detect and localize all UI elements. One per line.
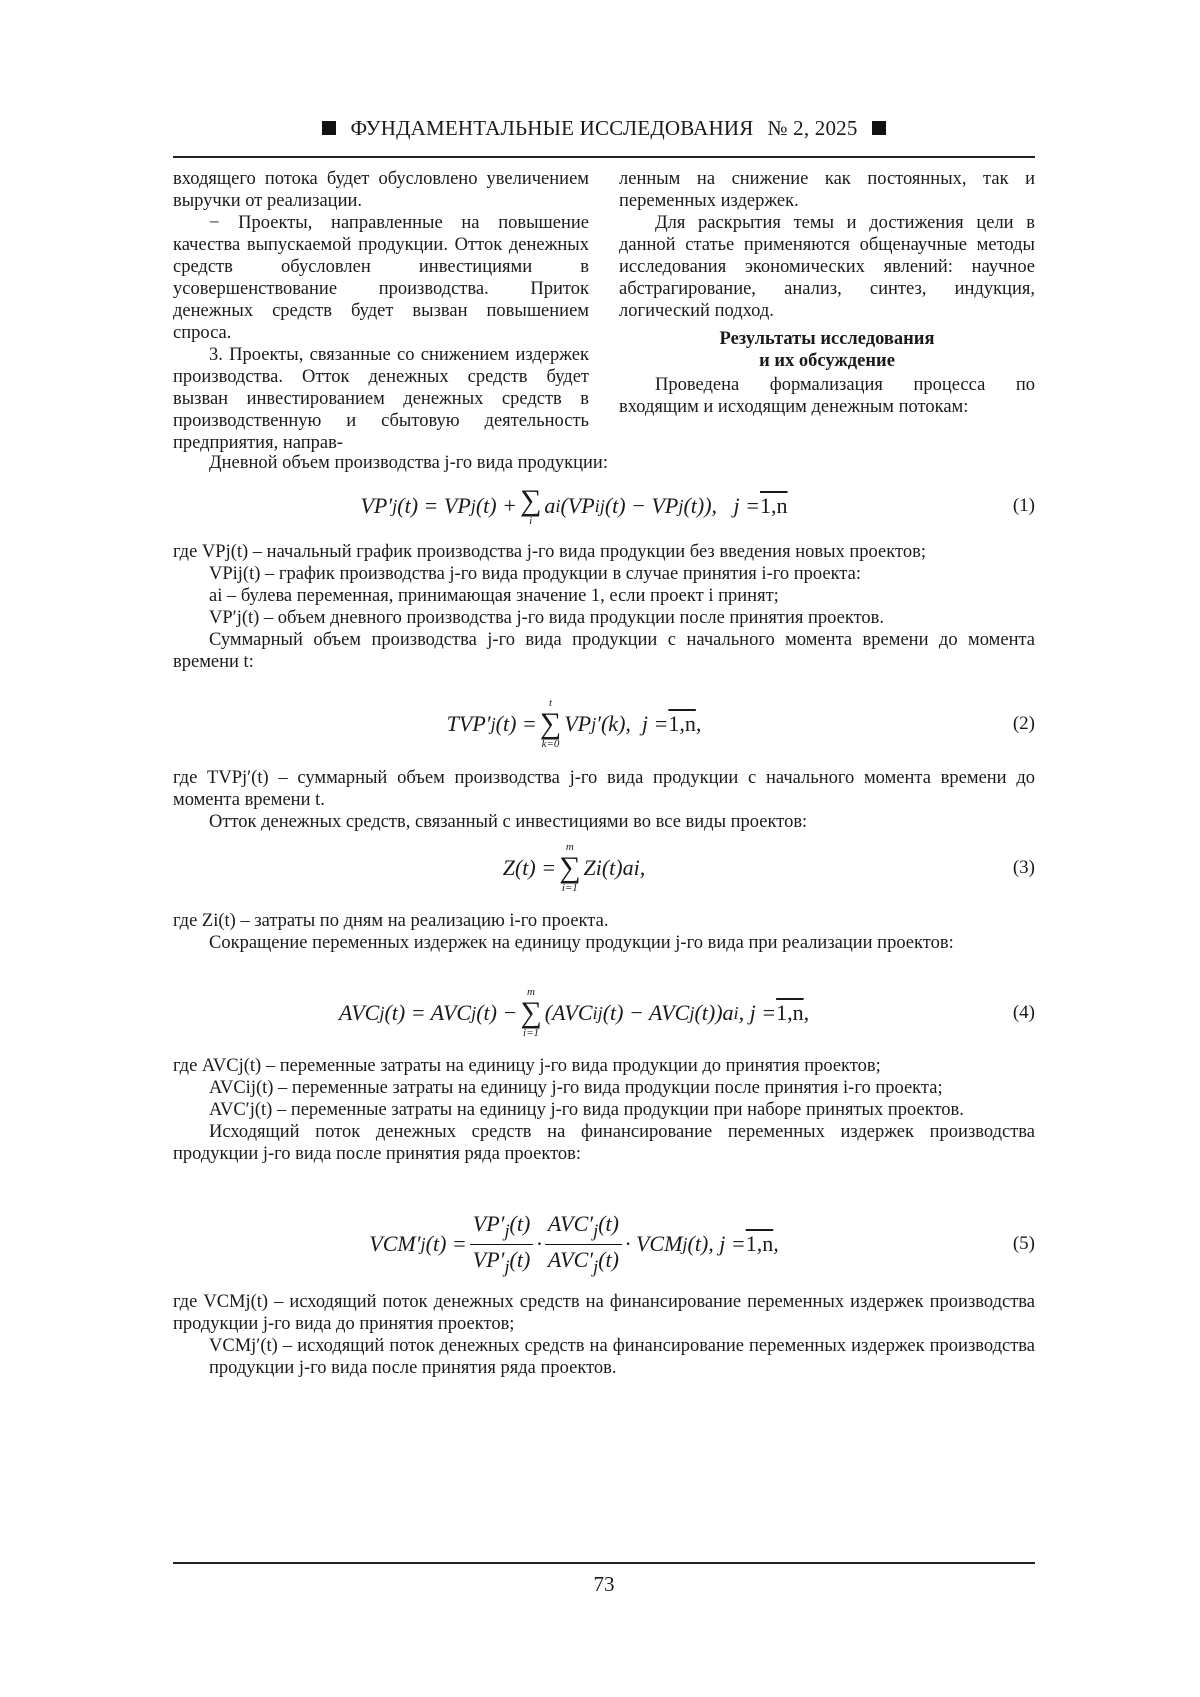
section-heading-line: и их обсуждение [759, 351, 895, 371]
journal-title: ФУНДАМЕНТАЛЬНЫЕ ИССЛЕДОВАНИЯ [350, 115, 754, 140]
left-column [173, 168, 589, 454]
where-clause: где Zi(t) – затраты по дням на реализацию i-го проекта. [173, 911, 609, 931]
right-column [619, 168, 1035, 454]
square-bullet-icon [872, 121, 886, 135]
equation-number: (4) [1012, 1002, 1035, 1023]
paragraph: Суммарный объем производства j-го вида продукции с начального момента времени до момента времени t: [173, 630, 1035, 672]
equation-number: (5) [1012, 1233, 1035, 1254]
paragraph: Проведена формализация процесса по входящим и исходящим денежным потокам: [619, 375, 1035, 417]
body-text [173, 452, 1035, 474]
paragraph: Дневной объем производства j-го вида продукции: [209, 453, 608, 473]
equation-5 [173, 1212, 1035, 1276]
running-header [173, 112, 1035, 144]
paragraph: Для раскрытия темы и достижения цели в данной статье применяются общенаучные методы исследования экономических явлений: научное абстрагирование, анализ, синтез, индукция, логический подход. [619, 213, 1035, 321]
formula: VP′ j (t) = VP j (t) + ∑ i a i (VP ij (t) − VP j (t)), j = 1,n [360, 483, 788, 527]
where-clause: где VPj(t) – начальный график производства j-го вида продукции без введения новых проектов; [173, 542, 926, 562]
equation-3 [173, 840, 1035, 896]
where-clause: ai – булева переменная, принимающая значение 1, если проект i принят; [209, 586, 779, 606]
where-clause: VPij(t) – график производства j-го вида продукции в случае принятия i-го проекта: [209, 564, 861, 584]
paragraph: ленным на снижение как постоянных, так и переменных издержек. [619, 169, 1035, 211]
footer-rule [173, 1562, 1035, 1564]
paragraph: Сокращение переменных издержек на единицу продукции j-го вида при реализации проектов: [209, 933, 954, 953]
where-clause: где AVCj(t) – переменные затраты на единицу j-го вида продукции до принятия проектов; [173, 1056, 881, 1076]
sum-symbol: m ∑ i=1 [559, 841, 581, 894]
sum-symbol: m ∑ i=1 [520, 986, 542, 1039]
section-heading-line: Результаты исследования [719, 329, 935, 349]
body-text [173, 1291, 1035, 1379]
equation-2 [173, 696, 1035, 752]
equation-number: (1) [1012, 495, 1035, 516]
square-bullet-icon [322, 121, 336, 135]
paragraph: Исходящий поток денежных средств на финансирование переменных издержек производства продукции j-го вида после принятия ряда проектов: [173, 1122, 1035, 1164]
where-clause: где VCMj(t) – исходящий поток денежных средств на финансирование переменных издержек производства продукции j-го вида до принятия проектов; [173, 1292, 1035, 1334]
section-heading [619, 328, 1035, 372]
paragraph: Отток денежных средств, связанный с инвестициями во все виды проектов: [209, 812, 808, 832]
where-clause: AVCij(t) – переменные затраты на единицу j-го вида продукции после принятия i-го проекта; [209, 1078, 943, 1098]
paragraph: 3. Проекты, связанные со снижением издержек производства. Отток денежных средств будет вызван инвестированием денежных средств в производственную и сбытовую деятельность предприятия, направ- [173, 345, 589, 453]
formula: AVC j (t) = AVC j (t) − m ∑ i=1 (AVC ij (t) − AVC j (t))a i , j = 1,n , [338, 986, 810, 1039]
where-clause: где TVPj′(t) – суммарный объем производства j-го вида продукции с начального момента времени до момента времени t. [173, 768, 1035, 810]
body-text [173, 910, 1035, 954]
header-rule [173, 156, 1035, 158]
equation-number: (3) [1012, 857, 1035, 878]
equation-1 [173, 478, 1035, 534]
paragraph: − Проекты, направленные на повышение качества выпускаемой продукции. Отток денежных средств обусловлен инвестициями в усовершенствование производства. Приток денежных средств будет вызван повышением спроса. [173, 213, 589, 343]
journal-page [173, 0, 1035, 1697]
body-text [173, 1055, 1035, 1165]
page-number: 73 [593, 1572, 615, 1596]
body-text [173, 767, 1035, 833]
where-clause: AVC′j(t) – переменные затраты на единицу j-го вида продукции при наборе принятых проектов. [209, 1100, 964, 1120]
where-clause: VP′j(t) – объем дневного производства j-го вида продукции после принятия проектов. [209, 608, 885, 628]
sum-symbol: ∑ i [519, 483, 542, 527]
sum-symbol: t ∑ k=0 [539, 697, 562, 750]
two-column-block [173, 168, 1035, 454]
body-text [173, 541, 1035, 673]
issue-number: № 2, 2025 [767, 115, 858, 140]
fraction: $\frac{AVC'_j(t)}{AVC'_j(t)}$ [545, 1211, 622, 1277]
formula: TVP′ j (t) = t ∑ k=0 VP j ′(k), j = 1,n , [446, 697, 702, 750]
fraction: $\frac{VP'_j(t)}{VP'_j(t)}$ [470, 1211, 534, 1277]
equation-4 [173, 985, 1035, 1041]
where-clause: VCMj′(t) – исходящий поток денежных средств на финансирование переменных издержек производства продукции j-го вида после принятия ряда проектов. [209, 1336, 1035, 1378]
paragraph: входящего потока будет обусловлено увеличением выручки от реализации. [173, 169, 589, 211]
formula: Z(t) = m ∑ i=1 Zi(t)ai, [502, 841, 646, 894]
formula: VCM′ j (t) = $\frac{VP'_j(t)}{VP'_j(t)}$ · $\frac{AVC'_j(t)}{AVC'_j(t)}$ · VCM j (t), j = 1,n , [369, 1211, 779, 1276]
equation-number: (2) [1012, 713, 1035, 734]
